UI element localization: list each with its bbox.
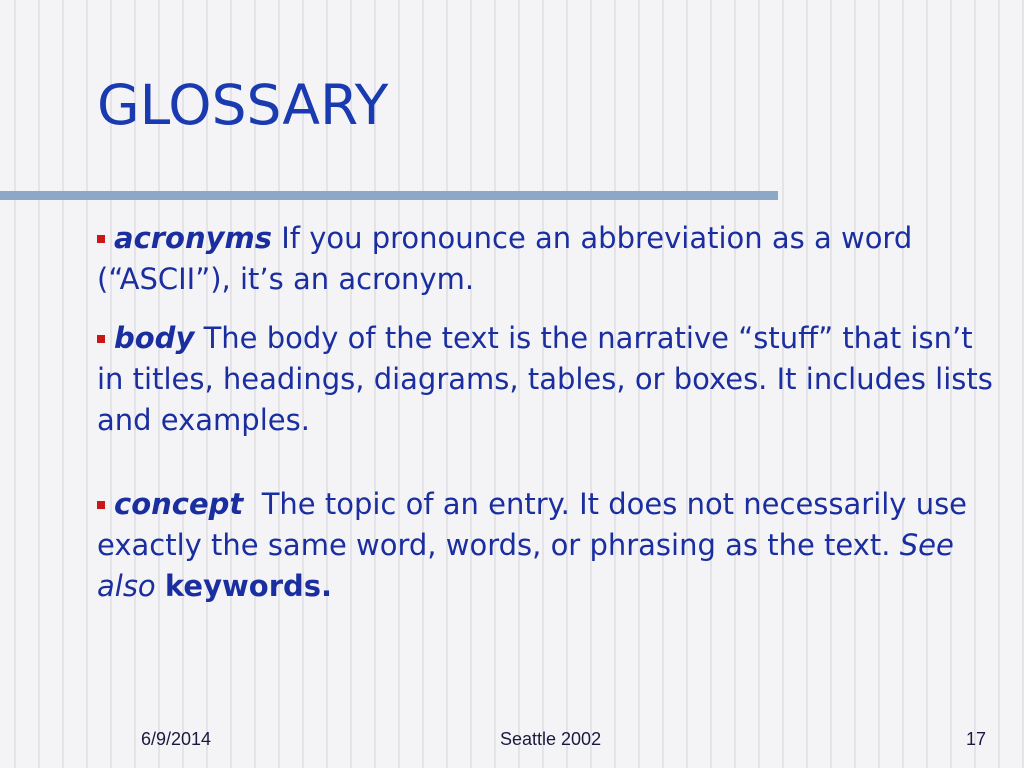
slide-number: 17 <box>966 729 987 749</box>
slide-title: GLOSSARY <box>97 73 389 137</box>
glossary-definition: The body of the text is the narrative “stuff” that isn’t in titles, headings, diagrams, tables, or boxes. It includes lists and examples. <box>97 321 993 437</box>
glossary-term: concept <box>114 487 244 521</box>
footer-event: Seattle 2002 <box>500 729 602 749</box>
glossary-list <box>97 218 997 607</box>
glossary-entry-body <box>97 318 997 441</box>
square-bullet-icon <box>97 235 105 243</box>
glossary-definition: If you pronounce an abbreviation as a word (“ASCII”), it’s an acronym. <box>97 221 913 296</box>
glossary-entry-acronyms <box>97 218 997 300</box>
glossary-term: body <box>114 321 195 355</box>
glossary-definition: The topic of an entry. It does not necessarily use exactly the same word, words, or phrasing as the text. <box>97 487 968 562</box>
glossary-entry-concept <box>97 484 997 607</box>
glossary-term: acronyms <box>114 221 273 255</box>
title-divider <box>0 191 778 200</box>
square-bullet-icon <box>97 335 105 343</box>
see-also-label: See also <box>97 528 954 603</box>
square-bullet-icon <box>97 501 105 509</box>
footer-date: 6/9/2014 <box>141 729 212 749</box>
see-also-term: keywords. <box>164 569 333 603</box>
